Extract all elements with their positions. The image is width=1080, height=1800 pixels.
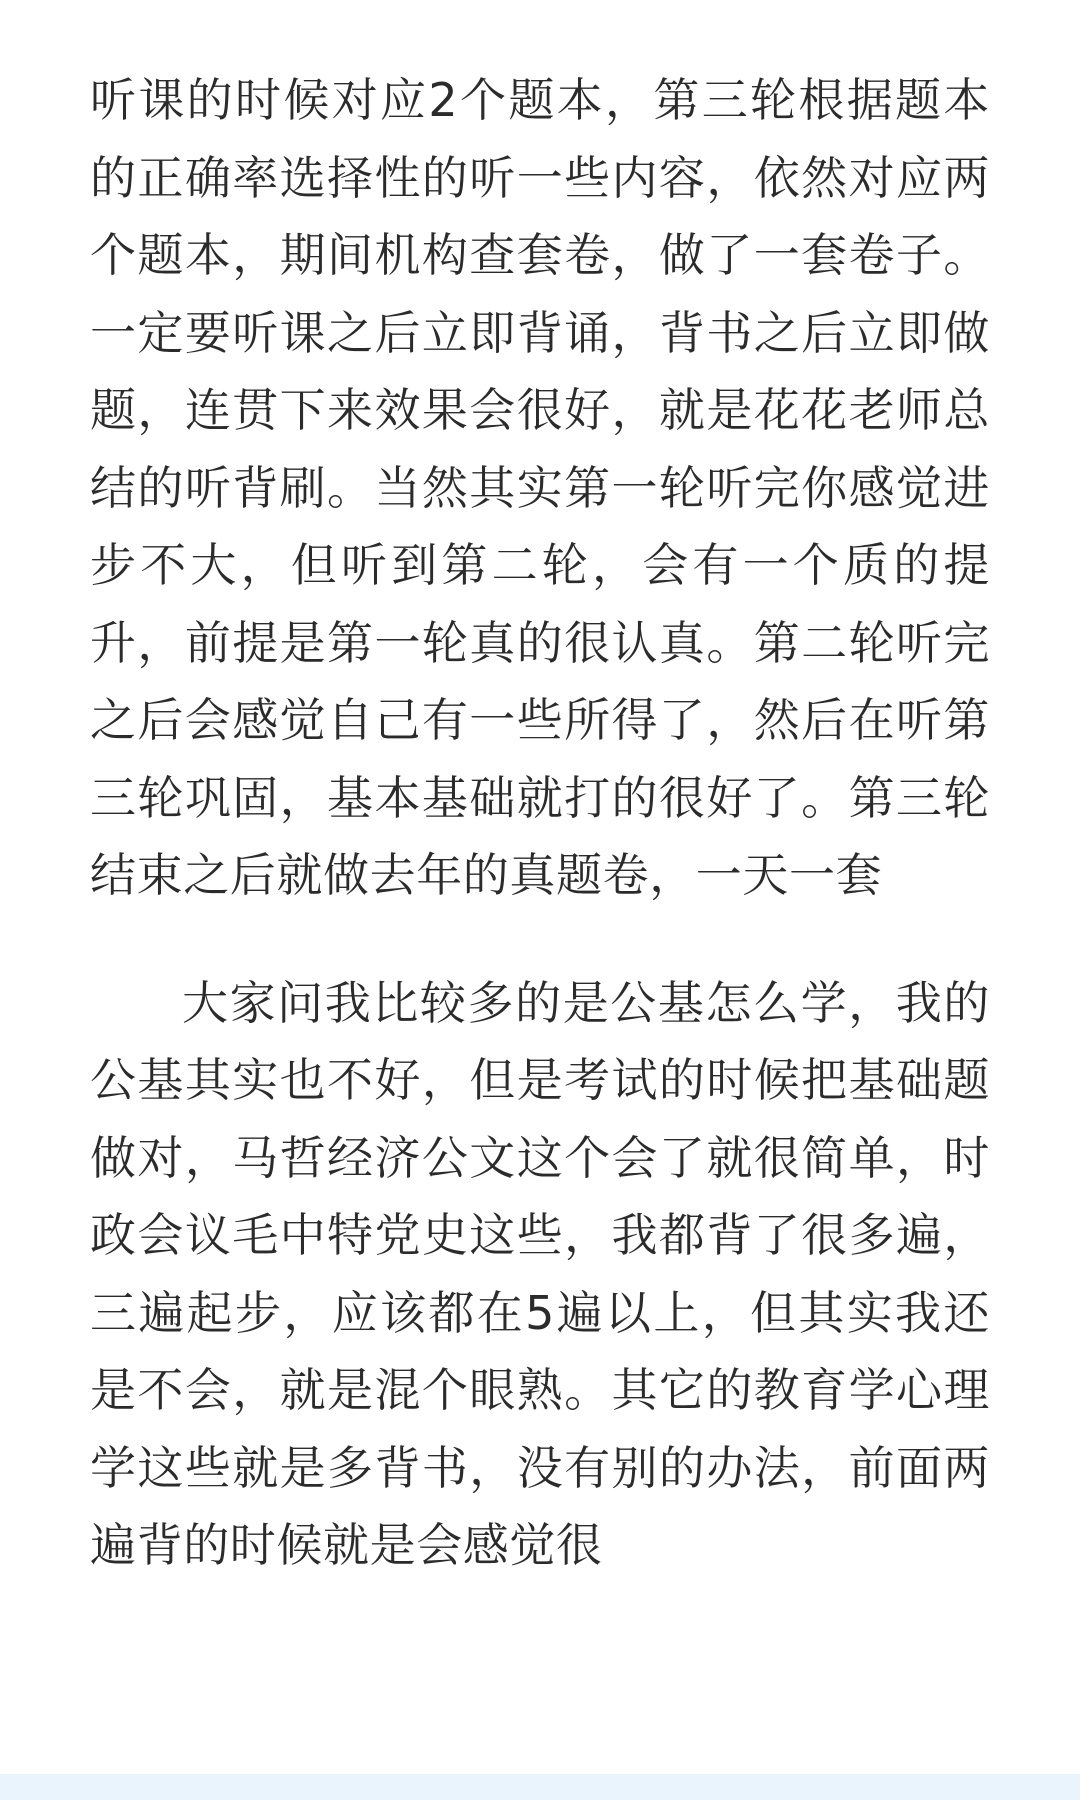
bottom-bar: [0, 1774, 1080, 1800]
article-body: [90, 62, 990, 1585]
article-paragraph-2: 大家问我比较多的是公基怎么学，我的公基其实也不好，但是考试的时候把基础题做对，马哲经济公文这个会了就很简单，时政会议毛中特党史这些，我都背了很多遍，三遍起步，应该都在5遍以上，但其实我还是不会，就是混个眼熟。其它的教育学心理学这些就是多背书，没有别的办法，前面两遍背的时候就是会感觉很: [90, 975, 990, 1572]
article-paragraph-1: 听课的时候对应2个题本，第三轮根据题本的正确率选择性的听一些内容，依然对应两个题本，期间机构查套卷，做了一套卷子。一定要听课之后立即背诵，背书之后立即做题，连贯下来效果会很好，就是花花老师总结的听背刷。当然其实第一轮听完你感觉进步不大，但听到第二轮，会有一个质的提升，前提是第一轮真的很认真。第二轮听完之后会感觉自己有一些所得了，然后在听第三轮巩固，基本基础就打的很好了。第三轮结束之后就做去年的真题卷，一天一套: [90, 73, 990, 902]
